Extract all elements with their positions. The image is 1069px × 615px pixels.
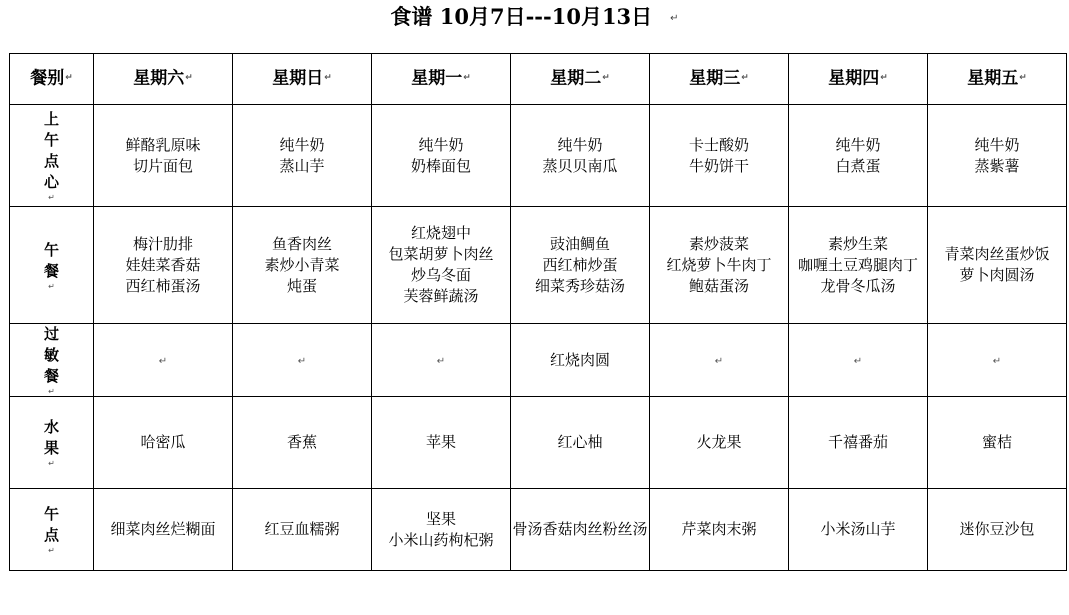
empty-cell-mark-icon: ↵ [436,355,446,367]
dish-cell [511,397,650,489]
meal-label-char: 过 [43,325,59,343]
dish-item: 鲍菇蛋汤 [688,276,749,295]
meal-label-char: 上 [43,110,59,128]
day-label: 星期一 [411,68,463,89]
meal-label-char: 水 [43,418,59,436]
meal-row-fruit [10,397,1067,489]
dish-cell [511,207,650,324]
dish-cell [650,105,789,207]
dish-cell [372,489,511,571]
dish-cell [94,207,233,324]
dish-item: 娃娃菜香菇 [125,255,201,274]
meal-row-lunch [10,207,1067,324]
dish-cell [789,105,928,207]
empty-cell-mark-icon: ↵ [158,355,168,367]
cell-mark-icon: ↵ [324,73,332,84]
dish-item: 青菜肉丝蛋炒饭 [944,245,1050,263]
dish-item: 细菜秀珍菇汤 [534,276,625,295]
meal-label-cell [10,207,94,324]
dish-cell [650,324,789,397]
meal-row-afternoon-snack [10,489,1067,571]
dish-item: 切片面包 [132,156,193,175]
cell-mark-icon: ↵ [602,73,610,84]
dish-cell [928,324,1067,397]
dish-item: 纯牛奶 [418,135,464,154]
dish-cell [928,207,1067,324]
day-label: 星期三 [689,68,741,89]
dish-cell [789,207,928,324]
dish-cell [928,105,1067,207]
dish-item: 纯牛奶 [835,135,881,154]
day-header [789,54,928,105]
paragraph-mark-icon: ↵ [670,12,679,24]
corner-label: 餐别 [30,68,65,89]
cell-mark-icon: ↵ [48,459,55,468]
dish-item: 蒸贝贝南瓜 [542,156,618,175]
dish-cell [94,397,233,489]
dish-cell [372,207,511,324]
meal-label-char: 餐 [43,367,59,385]
title-text: 食谱 10月7日---10月13日 [390,4,653,29]
meal-row-morning-snack [10,105,1067,207]
dish-item: 香蕉 [286,433,317,451]
meal-label-char: 果 [43,439,59,457]
dish-item: 鲜酪乳原味 [125,135,201,154]
dish-item: 梅汁肋排 [132,234,193,253]
dish-item: 龙骨冬瓜汤 [820,276,896,295]
page-title [0,2,1069,34]
meal-label-cell [10,105,94,207]
dish-item: 小米汤山芋 [820,520,896,538]
meal-label-cell [10,324,94,397]
dish-item: 迷你豆沙包 [959,520,1035,538]
dish-cell [928,489,1067,571]
meal-label-char: 点 [43,526,59,544]
dish-cell [650,207,789,324]
dish-cell [789,397,928,489]
empty-cell-mark-icon: ↵ [853,355,863,367]
meal-label-char: 午 [43,131,59,149]
dish-item: 芙蓉鲜蔬汤 [403,287,479,305]
dish-item: 骨汤香菇肉丝粉丝汤 [512,520,648,538]
dish-item: 芹菜肉末粥 [681,520,757,538]
dish-item: 蒸山芋 [279,156,325,175]
dish-cell [233,324,372,397]
day-label: 星期六 [133,68,185,89]
dish-item: 红烧翅中 [410,224,471,242]
dish-cell [372,324,511,397]
cell-mark-icon: ↵ [48,281,55,291]
meal-label-char: 心 [43,173,59,191]
dish-item: 包菜胡萝卜肉丝 [388,245,494,263]
day-header [94,54,233,105]
dish-item: 鱼香肉丝 [271,234,332,253]
cell-mark-icon: ↵ [1019,73,1027,84]
menu-table [9,53,1067,571]
dish-item: 卡士酸奶 [688,135,749,154]
dish-item: 炖蛋 [286,276,317,295]
empty-cell-mark-icon: ↵ [714,355,724,367]
dish-item: 蜜桔 [981,433,1012,451]
dish-cell [650,397,789,489]
dish-item: 白煮蛋 [835,156,881,175]
dish-cell [233,397,372,489]
meal-label-cell [10,397,94,489]
cell-mark-icon: ↵ [741,73,749,84]
dish-item: 苹果 [425,433,456,451]
day-label: 星期日 [272,68,324,89]
dish-cell [650,489,789,571]
day-label: 星期二 [550,68,602,89]
dish-item: 素炒小青菜 [264,255,340,274]
dish-cell [372,397,511,489]
meal-label-char: 午 [43,240,59,259]
dish-item: 素炒菠菜 [688,234,749,253]
cell-mark-icon: ↵ [463,73,471,84]
cell-mark-icon: ↵ [65,73,73,84]
dish-item: 豉油鲷鱼 [549,234,610,253]
meal-row-allergy-meal [10,324,1067,397]
meal-label-char: 敏 [43,346,59,364]
meal-label-char: 午 [43,505,59,523]
dish-item: 奶棒面包 [410,156,471,175]
meal-label-cell [10,489,94,571]
dish-item: 炒乌冬面 [410,266,471,284]
cell-mark-icon: ↵ [48,193,55,202]
dish-cell [233,207,372,324]
cell-mark-icon: ↵ [48,387,55,396]
dish-item: 蒸紫薯 [974,156,1020,175]
dish-cell [511,489,650,571]
dish-item: 纯牛奶 [557,135,603,154]
dish-item: 西红柿蛋汤 [125,276,201,295]
dish-cell [789,489,928,571]
dish-item: 细菜肉丝烂糊面 [110,520,216,538]
cell-mark-icon: ↵ [48,546,55,555]
dish-cell [928,397,1067,489]
meal-label-char: 点 [43,152,59,170]
dish-cell [511,105,650,207]
day-header [372,54,511,105]
dish-item: 红烧萝卜牛肉丁 [666,255,772,274]
dish-item: 咖喱土豆鸡腿肉丁 [797,255,918,274]
dish-item: 纯牛奶 [279,135,325,154]
cell-mark-icon: ↵ [880,73,888,84]
dish-item: 素炒生菜 [827,234,888,253]
day-header [928,54,1067,105]
empty-cell-mark-icon: ↵ [992,355,1002,367]
dish-cell [511,324,650,397]
dish-item: 红豆血糯粥 [264,520,340,538]
day-header [511,54,650,105]
dish-item: 火龙果 [696,433,742,451]
dish-item: 红烧肉圆 [549,350,610,369]
day-header [233,54,372,105]
meal-label-char: 餐 [43,261,59,280]
dish-item: 萝卜肉圆汤 [959,266,1035,284]
dish-item: 哈密瓜 [140,433,186,451]
dish-cell [94,324,233,397]
dish-cell [789,324,928,397]
dish-item: 西红柿炒蛋 [542,255,618,274]
corner-header [10,54,94,105]
dish-cell [233,489,372,571]
cell-mark-icon: ↵ [185,73,193,84]
dish-item: 纯牛奶 [974,135,1020,154]
header-row [10,54,1067,105]
dish-cell [94,489,233,571]
dish-item: 坚果 [425,509,456,528]
dish-item: 牛奶饼干 [688,156,749,175]
empty-cell-mark-icon: ↵ [297,355,307,367]
dish-cell [94,105,233,207]
day-header [650,54,789,105]
dish-item: 千禧番茄 [827,433,888,451]
day-label: 星期四 [828,68,880,89]
dish-item: 小米山药枸杞粥 [388,530,494,549]
dish-item: 红心柚 [557,433,603,451]
day-label: 星期五 [967,68,1019,89]
dish-cell [233,105,372,207]
dish-cell [372,105,511,207]
